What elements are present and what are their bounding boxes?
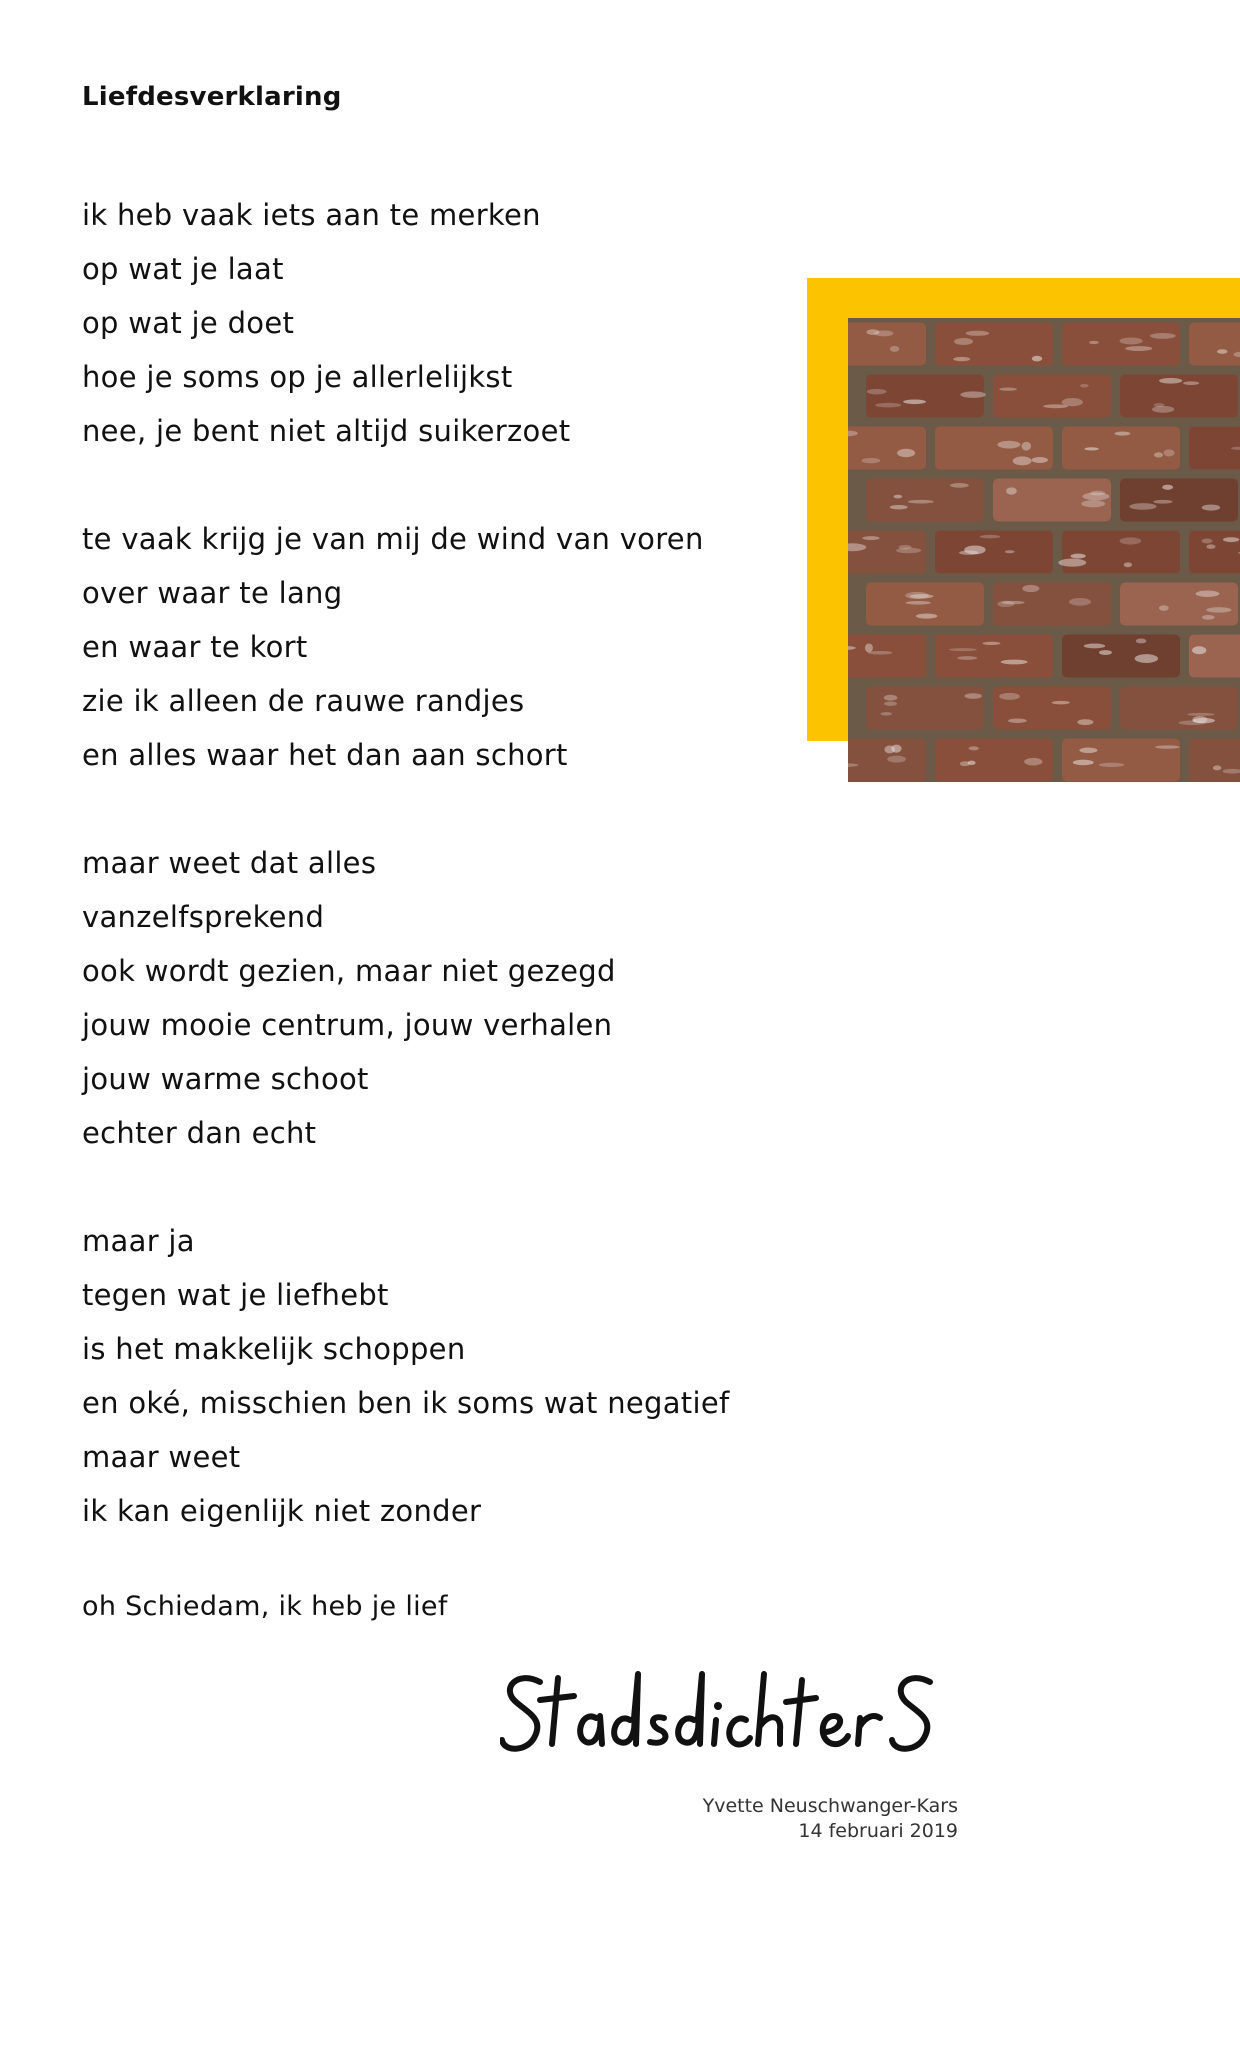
signature-logo [500, 1660, 980, 1770]
brick-wall-icon [848, 318, 1240, 782]
poem-line: en waar te kort [82, 630, 308, 664]
poem-line: zie ik alleen de rauwe randjes [82, 684, 525, 718]
poem-line: maar weet [82, 1440, 241, 1474]
poem-line: maar ja [82, 1224, 195, 1258]
poem-line: ook wordt gezien, maar niet gezegd [82, 954, 616, 988]
poem-line: over waar te lang [82, 576, 343, 610]
poem-body [82, 188, 802, 1592]
poem-line: ik kan eigenlijk niet zonder [82, 1494, 482, 1528]
poem-line: maar weet dat alles [82, 846, 377, 880]
poem-line: te vaak krijg je van mij de wind van voren [82, 522, 704, 556]
credits [703, 1794, 958, 1844]
brick-wall-image [807, 278, 1240, 782]
poem-line: vanzelfsprekend [82, 900, 325, 934]
poem-line: is het makkelijk schoppen [82, 1332, 466, 1366]
poem-line: jouw mooie centrum, jouw verhalen [82, 1008, 613, 1042]
poem-line: op wat je laat [82, 252, 284, 286]
poem-line: ik heb vaak iets aan te merken [82, 198, 541, 232]
author-name: Yvette Neuschwanger-Kars [702, 1795, 958, 1817]
stanza-2 [82, 512, 802, 782]
closing-line: oh Schiedam, ik heb je lief [82, 1591, 448, 1622]
stanza-1 [82, 188, 802, 458]
publication-date: 14 februari 2019 [798, 1820, 958, 1842]
poem-line: tegen wat je liefhebt [82, 1278, 389, 1312]
poem-line: en oké, misschien ben ik soms wat negatief [82, 1386, 730, 1420]
poem-line: jouw warme schoot [82, 1062, 369, 1096]
stanza-4 [82, 1214, 802, 1538]
poem-title: Liefdesverklaring [82, 82, 342, 112]
poem-line: echter dan echt [82, 1116, 317, 1150]
poem-line: en alles waar het dan aan schort [82, 738, 568, 772]
stanza-3 [82, 836, 802, 1160]
poem-line: op wat je doet [82, 306, 295, 340]
poem-line: nee, je bent niet altijd suikerzoet [82, 414, 571, 448]
poem-line: hoe je soms op je allerlelijkst [82, 360, 513, 394]
